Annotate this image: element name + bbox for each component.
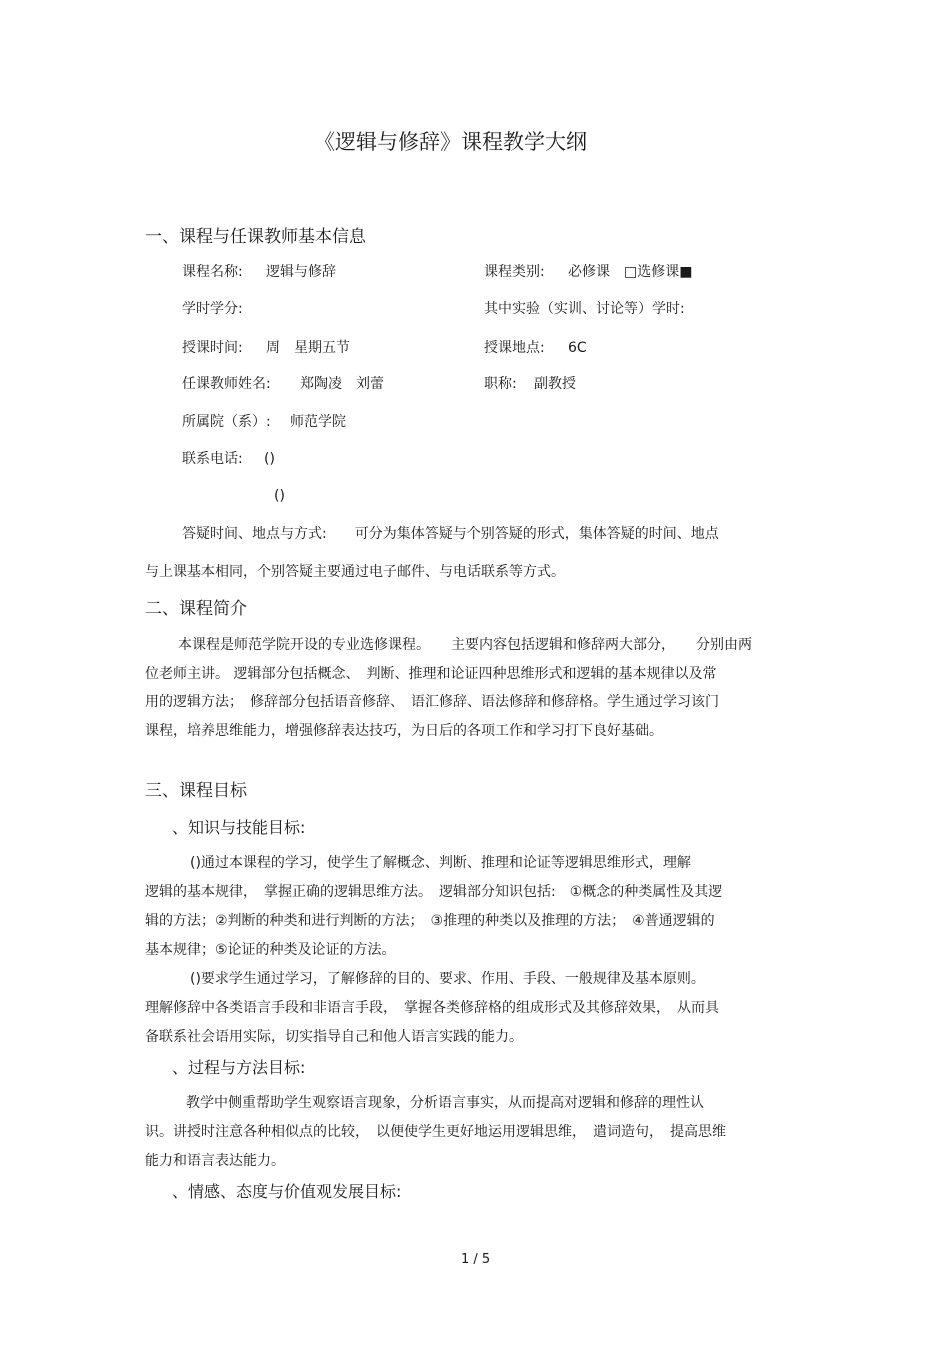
lab-hours-label: 其中实验（实训、讨论等）学时: <box>484 301 685 317</box>
phone-value-2: () <box>274 488 285 504</box>
course-name-label: 课程名称: <box>182 264 243 280</box>
phone-value-1: () <box>264 451 275 467</box>
time-label: 授课时间: <box>182 340 243 356</box>
course-type-label: 课程类别: <box>484 264 545 280</box>
sub1-line-2: 逻辑的基本规律， 掌握正确的逻辑思维方法。 逻辑部分知识包括: ①概念的种类属性及其逻 <box>145 884 723 900</box>
page-title: 《逻辑与修辞》课程教学大纲 <box>314 130 587 154</box>
intro-line-2: 位老师主讲。 逻辑部分包括概念、 判断、推理和论证四种思维形式和逻辑的基本规律以及常 <box>145 666 717 682</box>
place-value: 6C <box>568 340 587 356</box>
sub1-line-4: 基本规律；⑤论证的种类及论证的方法。 <box>145 942 396 958</box>
sub1-line-5: ()要求学生通过学习，了解修辞的目的、要求、作用、手段、一般规律及基本原则。 <box>190 971 705 987</box>
sub2-line-1: 教学中侧重帮助学生观察语言现象，分析语言事实，从而提高对逻辑和修辞的理性认 <box>186 1095 704 1111</box>
intro-line-1: 本课程是师范学院开设的专业选修课程。 主要内容包括逻辑和修辞两大部分， 分别由两 <box>178 637 752 653</box>
qa-line-1: 答疑时间、地点与方式: 可分为集体答疑与个别答疑的形式，集体答疑的时间、地点 <box>182 526 719 542</box>
section1-heading: 一、课程与任课教师基本信息 <box>145 227 366 247</box>
place-label: 授课地点: <box>484 340 545 356</box>
rank-value: 副教授 <box>534 376 576 392</box>
section2-heading: 二、课程简介 <box>145 599 247 619</box>
course-type-value: 必修课 □选修课■ <box>568 264 693 280</box>
dept-value: 师范学院 <box>290 414 346 430</box>
intro-line-3: 用的逻辑方法； 修辞部分包括语音修辞、 语汇修辞、语法修辞和修辞格。学生通过学习该门 <box>145 694 719 710</box>
sub2-line-3: 能力和语言表达能力。 <box>145 1153 285 1169</box>
page-number: 1 / 5 <box>461 1252 491 1267</box>
sub2-heading: 、过程与方法目标: <box>172 1058 306 1077</box>
intro-line-4: 课程，培养思维能力，增强修辞表达技巧，为日后的各项工作和学习打下良好基础。 <box>145 723 663 739</box>
rank-label: 职称: <box>484 376 517 392</box>
sub1-line-1: ()通过本课程的学习，使学生了解概念、判断、推理和论证等逻辑思维形式，理解 <box>190 855 691 871</box>
sub1-line-6: 理解修辞中各类语言手段和非语言手段， 掌握各类修辞格的组成形式及其修辞效果， 从而具 <box>145 1000 719 1016</box>
qa-line-2: 与上课基本相同，个别答疑主要通过电子邮件、与电话联系等方式。 <box>145 564 565 580</box>
hours-credits-label: 学时学分: <box>182 301 243 317</box>
teacher-value: 郑陶凌 刘蕾 <box>300 376 384 392</box>
sub1-heading: 、知识与技能目标: <box>172 818 306 837</box>
time-value: 周 星期五节 <box>266 340 350 356</box>
sub1-line-7: 备联系社会语用实际，切实指导自己和他人语言实践的能力。 <box>145 1029 523 1045</box>
phone-label: 联系电话: <box>182 451 243 467</box>
teacher-label: 任课教师姓名: <box>182 376 271 392</box>
sub2-line-2: 识。讲授时注意各种相似点的比较， 以便使学生更好地运用逻辑思维， 遣词造句， 提高思维 <box>145 1124 726 1140</box>
dept-label: 所属院（系）: <box>182 414 271 430</box>
course-name-value: 逻辑与修辞 <box>266 264 336 280</box>
sub1-line-3: 辑的方法；②判断的种类和进行判断的方法； ③推理的种类以及推理的方法； ④普通逻辑的 <box>145 913 715 929</box>
section3-heading: 三、课程目标 <box>145 781 247 801</box>
sub3-heading: 、情感、态度与价值观发展目标: <box>172 1182 402 1201</box>
